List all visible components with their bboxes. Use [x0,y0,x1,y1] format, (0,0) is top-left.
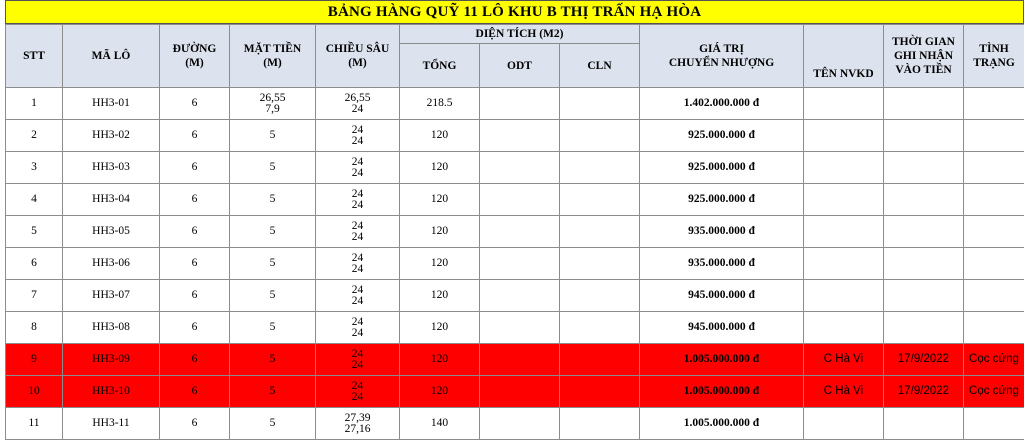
cell-ma-lo[interactable] [63,248,160,280]
cell-duong-value: 6 [191,225,198,237]
header-duong: ĐƯỜNG (M) [160,25,230,88]
cell-gia-tri-value: 935.000.000 đ [688,225,755,237]
header-odt: ODT [480,44,560,88]
cell-tinh-trang[interactable] [964,344,1024,376]
cell-ma-lo-value: HH3-02 [92,129,130,141]
cell-tong-value: 140 [430,417,449,429]
cell-gia-tri-value: 925.000.000 đ [688,129,755,141]
cell-chieu-sau[interactable] [316,152,400,184]
cell-chieu-sau-value: 24 [351,262,364,275]
price-sheet [5,0,1024,440]
cell-thoi-gian[interactable] [884,344,964,376]
header-stt: STT [6,25,63,88]
cell-ten-nvkd[interactable] [804,408,884,440]
cell-tong-value: 120 [430,289,449,301]
cell-stt-value: 11 [28,417,40,429]
cell-mat-tien-value: 26,55 [259,91,286,104]
cell-chieu-sau[interactable] [316,248,400,280]
cell-gia-tri[interactable] [640,312,804,344]
cell-duong[interactable] [160,408,230,440]
cell-tong-value: 120 [430,193,449,205]
cell-chieu-sau[interactable] [316,280,400,312]
header-gia-tri: GIÁ TRỊ CHUYỂN NHƯỢNG [640,25,804,88]
cell-chieu-sau-value: 24 [351,390,364,403]
cell-odt[interactable] [480,88,560,120]
cell-ma-lo-value: HH3-01 [92,97,130,109]
header-ten-nvkd: TÊN NVKD [804,25,884,88]
cell-duong[interactable] [160,248,230,280]
cell-mat-tien-value: 5 [269,257,276,269]
cell-chieu-sau-value: 24 [351,230,364,243]
cell-gia-tri-value: 925.000.000 đ [688,161,755,173]
cell-cln[interactable] [560,408,640,440]
header-cln: CLN [560,44,640,88]
cell-tinh-trang[interactable] [964,184,1024,216]
cell-stt-value: 7 [31,289,37,301]
cell-ten-nvkd-value: C Hà Vi [823,353,864,365]
cell-tinh-trang-value: Cọc cứng [969,385,1019,397]
cell-odt[interactable] [480,152,560,184]
cell-mat-tien[interactable] [230,88,316,120]
cell-chieu-sau-value: 24 [351,315,364,328]
cell-ma-lo-value: HH3-10 [92,385,130,397]
cell-ten-nvkd[interactable] [804,152,884,184]
cell-chieu-sau-value: 24 [351,283,364,296]
header-chieu-sau: CHIỀU SÂU (M) [316,25,400,88]
cell-thoi-gian[interactable] [884,184,964,216]
cell-tong[interactable] [400,88,480,120]
cell-chieu-sau[interactable] [316,344,400,376]
cell-chieu-sau-value: 24 [351,347,364,360]
cell-chieu-sau-value: 24 [351,251,364,264]
cell-stt[interactable] [6,248,63,280]
cell-tong-value: 120 [430,353,449,365]
cell-gia-tri-value: 1.005.000.000 đ [683,417,760,429]
cell-gia-tri[interactable] [640,120,804,152]
cell-chieu-sau-value: 24 [351,294,364,307]
cell-tinh-trang[interactable] [964,248,1024,280]
cell-mat-tien-value: 5 [269,193,276,205]
table-body [6,88,1024,440]
cell-ma-lo-value: HH3-04 [92,193,130,205]
cell-odt[interactable] [480,184,560,216]
header-ma-lo: MÃ LÔ [63,25,160,88]
cell-ten-nvkd[interactable] [804,120,884,152]
table-row[interactable] [6,88,1024,120]
cell-tong-value: 120 [430,225,449,237]
cell-ma-lo-value: HH3-06 [92,257,130,269]
cell-chieu-sau[interactable] [316,88,400,120]
table-row[interactable] [6,280,1024,312]
cell-chieu-sau[interactable] [316,408,400,440]
cell-stt-value: 10 [28,385,40,397]
cell-odt[interactable] [480,344,560,376]
cell-mat-tien[interactable] [230,312,316,344]
cell-tong[interactable] [400,280,480,312]
cell-duong[interactable] [160,184,230,216]
cell-ma-lo[interactable] [63,344,160,376]
cell-ten-nvkd[interactable] [804,312,884,344]
cell-mat-tien-value: 5 [269,225,276,237]
header-tong: TỔNG [400,44,480,88]
cell-tinh-trang[interactable] [964,152,1024,184]
cell-odt[interactable] [480,280,560,312]
cell-ma-lo[interactable] [63,312,160,344]
cell-duong[interactable] [160,216,230,248]
cell-chieu-sau-value: 24 [351,198,364,211]
cell-cln[interactable] [560,312,640,344]
cell-thoi-gian[interactable] [884,248,964,280]
cell-cln[interactable] [560,248,640,280]
cell-odt[interactable] [480,376,560,408]
cell-tong[interactable] [400,312,480,344]
cell-thoi-gian[interactable] [884,312,964,344]
cell-stt-value: 1 [31,97,37,109]
cell-duong[interactable] [160,312,230,344]
cell-chieu-sau[interactable] [316,184,400,216]
cell-odt[interactable] [480,408,560,440]
cell-chieu-sau[interactable] [316,312,400,344]
cell-ten-nvkd-value: C Hà Vi [823,385,864,397]
header-mat-tien: MẶT TIỀN (M) [230,25,316,88]
cell-mat-tien[interactable] [230,248,316,280]
cell-tinh-trang[interactable] [964,216,1024,248]
cell-mat-tien[interactable] [230,344,316,376]
table-row[interactable] [6,152,1024,184]
cell-tong-value: 120 [430,129,449,141]
cell-chieu-sau-value: 24 [351,326,364,339]
cell-gia-tri[interactable] [640,248,804,280]
cell-mat-tien[interactable] [230,216,316,248]
cell-odt[interactable] [480,216,560,248]
cell-chieu-sau-value: 26,55 [344,91,371,104]
cell-thoi-gian[interactable] [884,120,964,152]
cell-mat-tien[interactable] [230,184,316,216]
cell-mat-tien-value: 5 [269,161,276,173]
cell-duong[interactable] [160,88,230,120]
cell-gia-tri[interactable] [640,376,804,408]
header-thoi-gian: THỜI GIAN GHI NHẬN VÀO TIỀN [884,25,964,88]
cell-chieu-sau-value: 24 [351,358,364,371]
cell-mat-tien[interactable] [230,376,316,408]
cell-stt-value: 3 [31,161,37,173]
cell-ma-lo-value: HH3-09 [92,353,130,365]
cell-duong-value: 6 [191,97,198,109]
cell-gia-tri[interactable] [640,216,804,248]
table-row[interactable] [6,312,1024,344]
cell-cln[interactable] [560,120,640,152]
cell-ma-lo-value: HH3-11 [92,417,130,429]
cell-stt[interactable] [6,312,63,344]
cell-cln[interactable] [560,152,640,184]
cell-gia-tri[interactable] [640,88,804,120]
cell-gia-tri-value: 1.402.000.000 đ [683,97,760,109]
cell-duong[interactable] [160,376,230,408]
cell-ten-nvkd[interactable] [804,376,884,408]
cell-gia-tri-value: 935.000.000 đ [688,257,755,269]
sheet-title: BẢNG HÀNG QUỸ 11 LÔ KHU B THỊ TRẤN HẠ HÒA [5,0,1024,24]
header-dien-tich: DIỆN TÍCH (M2) [400,25,640,44]
cell-chieu-sau-value: 24 [351,123,364,136]
cell-duong-value: 6 [191,321,198,333]
cell-tinh-trang-value: Cọc cứng [969,353,1019,365]
cell-stt[interactable] [6,216,63,248]
cell-mat-tien-value: 5 [269,417,276,429]
cell-chieu-sau[interactable] [316,216,400,248]
cell-chieu-sau-value: 24 [351,166,364,179]
cell-ma-lo[interactable] [63,184,160,216]
table-row[interactable] [6,184,1024,216]
cell-gia-tri-value: 945.000.000 đ [688,289,755,301]
cell-duong-value: 6 [191,289,198,301]
cell-stt-value: 6 [31,257,37,269]
cell-duong-value: 6 [191,193,198,205]
cell-thoi-gian[interactable] [884,216,964,248]
cell-gia-tri-value: 1.005.000.000 đ [683,353,760,365]
table-row[interactable] [6,408,1024,440]
cell-gia-tri[interactable] [640,280,804,312]
cell-ten-nvkd[interactable] [804,216,884,248]
cell-tong[interactable] [400,376,480,408]
cell-tinh-trang[interactable] [964,376,1024,408]
lot-table [5,24,1024,440]
cell-tong-value: 120 [430,385,449,397]
cell-stt[interactable] [6,120,63,152]
cell-stt[interactable] [6,152,63,184]
cell-ma-lo[interactable] [63,120,160,152]
cell-stt-value: 2 [31,129,37,141]
cell-stt[interactable] [6,408,63,440]
cell-tong-value: 120 [430,321,449,333]
cell-cln[interactable] [560,280,640,312]
cell-cln[interactable] [560,376,640,408]
cell-mat-tien-value: 7,9 [265,102,280,115]
cell-duong-value: 6 [191,161,198,173]
cell-thoi-gian-value: 17/9/2022 [897,353,950,365]
cell-thoi-gian[interactable] [884,88,964,120]
cell-duong-value: 6 [191,129,198,141]
cell-tong[interactable] [400,184,480,216]
cell-ma-lo[interactable] [63,408,160,440]
cell-duong-value: 6 [191,417,198,429]
cell-gia-tri[interactable] [640,184,804,216]
cell-cln[interactable] [560,344,640,376]
cell-duong[interactable] [160,120,230,152]
cell-tong[interactable] [400,152,480,184]
cell-odt[interactable] [480,120,560,152]
cell-mat-tien-value: 5 [269,321,276,333]
cell-tong-value: 120 [430,257,449,269]
cell-ma-lo-value: HH3-08 [92,321,130,333]
cell-ma-lo-value: HH3-05 [92,225,130,237]
cell-tong[interactable] [400,216,480,248]
cell-cln[interactable] [560,216,640,248]
cell-ma-lo[interactable] [63,88,160,120]
cell-tinh-trang[interactable] [964,312,1024,344]
cell-chieu-sau-value: 24 [351,187,364,200]
cell-tong[interactable] [400,248,480,280]
cell-stt-value: 4 [31,193,37,205]
cell-duong[interactable] [160,280,230,312]
cell-chieu-sau-value: 24 [351,134,364,147]
header-tinh-trang: TÌNH TRẠNG [964,25,1024,88]
cell-thoi-gian[interactable] [884,408,964,440]
table-row[interactable] [6,376,1024,408]
cell-ten-nvkd[interactable] [804,280,884,312]
cell-tong[interactable] [400,120,480,152]
cell-stt[interactable] [6,184,63,216]
cell-odt[interactable] [480,248,560,280]
cell-duong-value: 6 [191,257,198,269]
cell-chieu-sau-value: 24 [351,102,364,115]
table-row[interactable] [6,216,1024,248]
cell-thoi-gian[interactable] [884,280,964,312]
cell-ma-lo[interactable] [63,280,160,312]
cell-gia-tri[interactable] [640,344,804,376]
cell-thoi-gian-value: 17/9/2022 [897,385,950,397]
cell-tong-value: 120 [430,161,449,173]
cell-gia-tri[interactable] [640,152,804,184]
cell-mat-tien-value: 5 [269,289,276,301]
cell-odt[interactable] [480,312,560,344]
cell-mat-tien[interactable] [230,152,316,184]
cell-tinh-trang[interactable] [964,408,1024,440]
cell-duong-value: 6 [191,385,198,397]
cell-ten-nvkd[interactable] [804,248,884,280]
cell-mat-tien[interactable] [230,120,316,152]
cell-chieu-sau-value: 24 [351,155,364,168]
table-row[interactable] [6,344,1024,376]
cell-stt[interactable] [6,344,63,376]
cell-duong[interactable] [160,344,230,376]
cell-cln[interactable] [560,88,640,120]
cell-chieu-sau-value: 24 [351,219,364,232]
cell-chieu-sau-value: 24 [351,379,364,392]
cell-ten-nvkd[interactable] [804,344,884,376]
cell-stt-value: 9 [31,353,37,365]
cell-tong-value: 218.5 [426,97,453,109]
cell-stt[interactable] [6,376,63,408]
cell-ma-lo[interactable] [63,376,160,408]
cell-tinh-trang[interactable] [964,88,1024,120]
table-row[interactable] [6,248,1024,280]
cell-stt[interactable] [6,280,63,312]
cell-chieu-sau-value: 27,16 [344,422,371,435]
cell-gia-tri-value: 925.000.000 đ [688,193,755,205]
cell-ma-lo-value: HH3-03 [92,161,130,173]
cell-tinh-trang[interactable] [964,280,1024,312]
cell-stt-value: 8 [31,321,37,333]
cell-stt-value: 5 [31,225,37,237]
cell-tong[interactable] [400,344,480,376]
cell-chieu-sau[interactable] [316,120,400,152]
cell-ma-lo-value: HH3-07 [92,289,130,301]
cell-cln[interactable] [560,184,640,216]
cell-mat-tien-value: 5 [269,385,276,397]
cell-thoi-gian[interactable] [884,152,964,184]
cell-chieu-sau[interactable] [316,376,400,408]
cell-gia-tri-value: 1.005.000.000 đ [683,385,760,397]
cell-gia-tri-value: 945.000.000 đ [688,321,755,333]
cell-ma-lo[interactable] [63,152,160,184]
cell-mat-tien[interactable] [230,280,316,312]
cell-ten-nvkd[interactable] [804,88,884,120]
cell-mat-tien-value: 5 [269,129,276,141]
cell-ten-nvkd[interactable] [804,184,884,216]
cell-tong[interactable] [400,408,480,440]
cell-mat-tien[interactable] [230,408,316,440]
cell-mat-tien-value: 5 [269,353,276,365]
cell-stt[interactable] [6,88,63,120]
cell-gia-tri[interactable] [640,408,804,440]
cell-ma-lo[interactable] [63,216,160,248]
cell-duong-value: 6 [191,353,198,365]
cell-chieu-sau-value: 27,39 [344,411,371,424]
cell-tinh-trang[interactable] [964,120,1024,152]
cell-duong[interactable] [160,152,230,184]
table-row[interactable] [6,120,1024,152]
cell-thoi-gian[interactable] [884,376,964,408]
